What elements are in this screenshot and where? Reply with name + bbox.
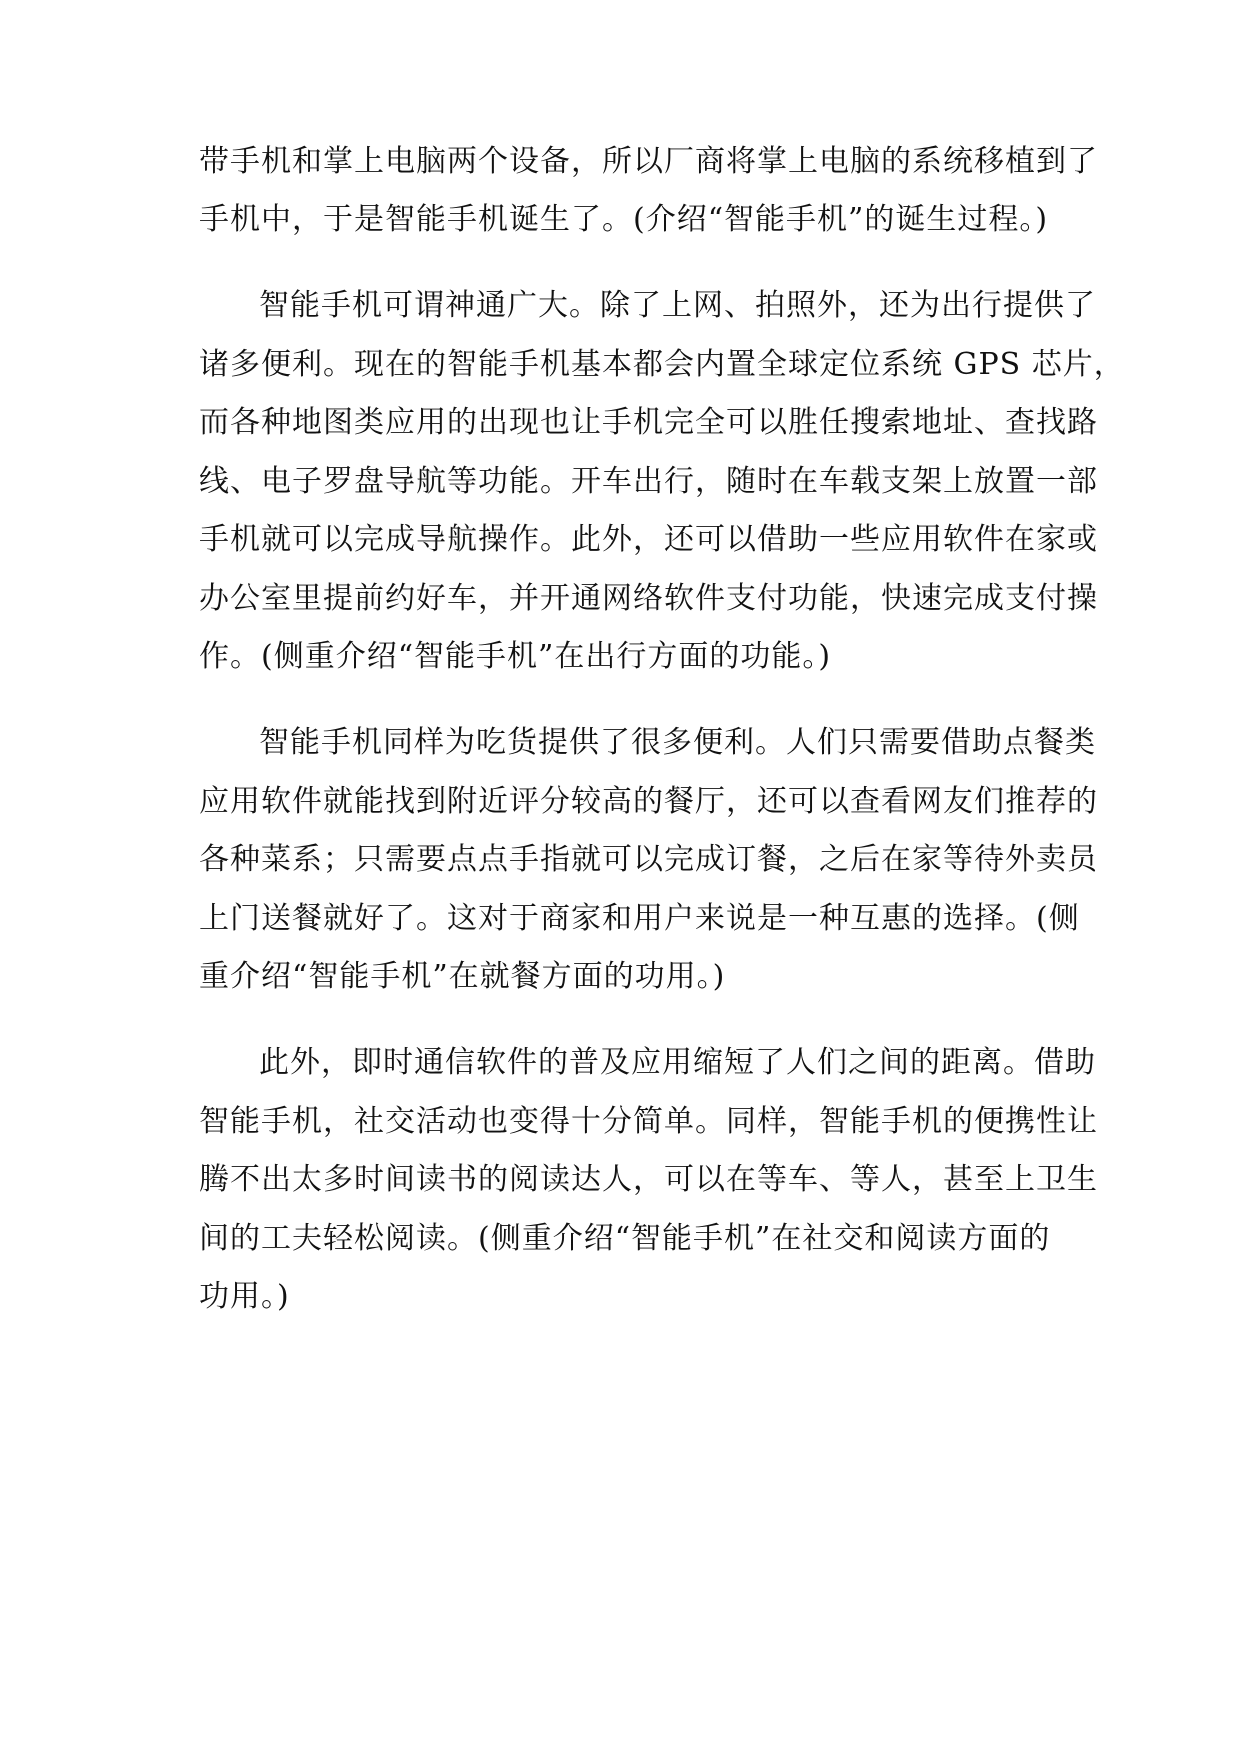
paragraph-first-line: 智能手机同样为吃货提供了很多便利。人们只需要借助点餐类 bbox=[259, 725, 1096, 760]
text-line: 功用。) bbox=[199, 1279, 290, 1314]
paragraph-first-line: 智能手机可谓神通广大。除了上网、拍照外，还为出行提供了 bbox=[259, 288, 1096, 323]
text-line: 诸多便利。现在的智能手机基本都会内置全球定位系统 GPS 芯片， bbox=[199, 347, 1125, 382]
text-line: 而各种地图类应用的出现也让手机完全可以胜任搜索地址、查找路 bbox=[199, 405, 1098, 440]
text-line: 线、电子罗盘导航等功能。开车出行，随时在车载支架上放置一部 bbox=[199, 464, 1098, 499]
text-line: 间的工夫轻松阅读。(侧重介绍“智能手机”在社交和阅读方面的 bbox=[199, 1221, 1051, 1256]
text-line: 手机就可以完成导航操作。此外，还可以借助一些应用软件在家或 bbox=[199, 522, 1098, 557]
text-line: 智能手机，社交活动也变得十分简单。同样，智能手机的便携性让 bbox=[199, 1104, 1098, 1139]
text-line: 作。(侧重介绍“智能手机”在出行方面的功能。) bbox=[199, 639, 832, 674]
text-line: 上门送餐就好了。这对于商家和用户来说是一种互惠的选择。(侧 bbox=[199, 901, 1080, 936]
text-line: 带手机和掌上电脑两个设备，所以厂商将掌上电脑的系统移植到了 bbox=[199, 144, 1098, 179]
text-line: 各种菜系；只需要点点手指就可以完成订餐，之后在家等待外卖员 bbox=[199, 842, 1098, 877]
text-line: 应用软件就能找到附近评分较高的餐厅，还可以查看网友们推荐的 bbox=[199, 784, 1098, 819]
text-line: 手机中，于是智能手机诞生了。(介绍“智能手机”的诞生过程。) bbox=[199, 202, 1049, 237]
text-line: 腾不出太多时间读书的阅读达人，可以在等车、等人，甚至上卫生 bbox=[199, 1162, 1098, 1197]
paragraph-first-line: 此外，即时通信软件的普及应用缩短了人们之间的距离。借助 bbox=[259, 1045, 1096, 1080]
text-line: 重介绍“智能手机”在就餐方面的功用。) bbox=[199, 959, 726, 994]
text-line: 办公室里提前约好车，并开通网络软件支付功能，快速完成支付操 bbox=[199, 581, 1098, 616]
